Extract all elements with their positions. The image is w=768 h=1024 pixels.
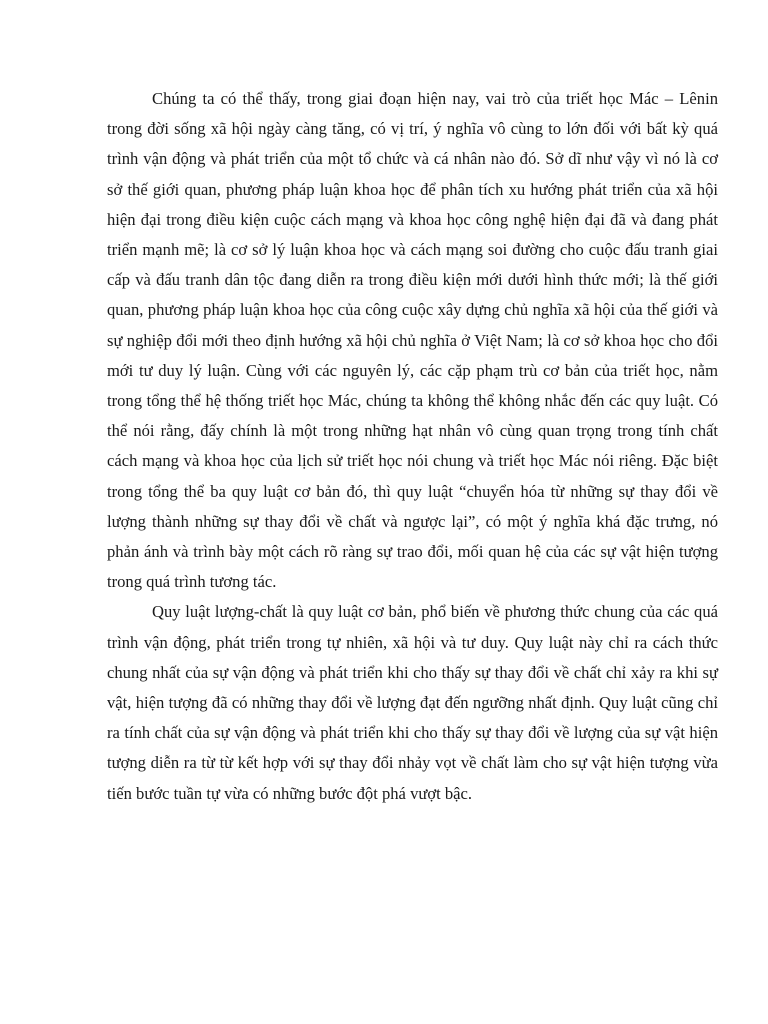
document-body [107, 84, 718, 809]
paragraph-2: Quy luật lượng-chất là quy luật cơ bản, phổ biến về phương thức chung của các quá trình vận động, phát triển trong tự nhiên, xã hội và tư duy. Quy luật này chỉ ra cách thức chung nhất của sự vận động và phát triển khi cho thấy sự thay đổi về chất chỉ xảy ra khi sự vật, hiện tượng đã có những thay đổi về lượng đạt đến ngưỡng nhất định. Quy luật cũng chỉ ra tính chất của sự vận động và phát triển khi cho thấy sự thay đổi về lượng của sự vật hiện tượng diễn ra từ từ kết hợp với sự thay đổi nhảy vọt về chất làm cho sự vật hiện tượng vừa tiến bước tuần tự vừa có những bước đột phá vượt bậc. [107, 602, 718, 803]
paragraph-1: Chúng ta có thể thấy, trong giai đoạn hiện nay, vai trò của triết học Mác – Lênin trong đời sống xã hội ngày càng tăng, có vị trí, ý nghĩa vô cùng to lớn đối với bất kỳ quá trình vận động và phát triển của một tổ chức và cá nhân nào đó. Sở dĩ như vậy vì nó là cơ sở thế giới quan, phương pháp luận khoa học để phân tích xu hướng phát triển của xã hội hiện đại trong điều kiện cuộc cách mạng và khoa học công nghệ hiện đại đã và đang phát triển mạnh mẽ; là cơ sở lý luận khoa học và cách mạng soi đường cho cuộc đấu tranh giai cấp và đấu tranh dân tộc đang diễn ra trong điều kiện mới dưới hình thức mới; là thế giới quan, phương pháp luận khoa học của công cuộc xây dựng chủ nghĩa xã hội của thế giới và sự nghiệp đổi mới theo định hướng xã hội chủ nghĩa ở Việt Nam; là cơ sở khoa học cho đổi mới tư duy lý luận. Cùng với các nguyên lý, các cặp phạm trù cơ bản của triết học, nằm trong tổng thể hệ thống triết học Mác, chúng ta không thể không nhắc đến các quy luật. Có thể nói rằng, đấy chính là một trong những hạt nhân vô cùng quan trọng trong tính chất cách mạng và khoa học của lịch sử triết học nói chung và triết học Mác nói riêng. Đặc biệt trong tổng thể ba quy luật cơ bản đó, thì quy luật “chuyển hóa từ những sự thay đổi về lượng thành những sự thay đổi về chất và ngược lại”, có một ý nghĩa khá đặc trưng, nó phản ánh và trình bày một cách rõ ràng sự trao đổi, mối quan hệ của các sự vật hiện tượng trong quá trình tương tác. [107, 89, 718, 592]
